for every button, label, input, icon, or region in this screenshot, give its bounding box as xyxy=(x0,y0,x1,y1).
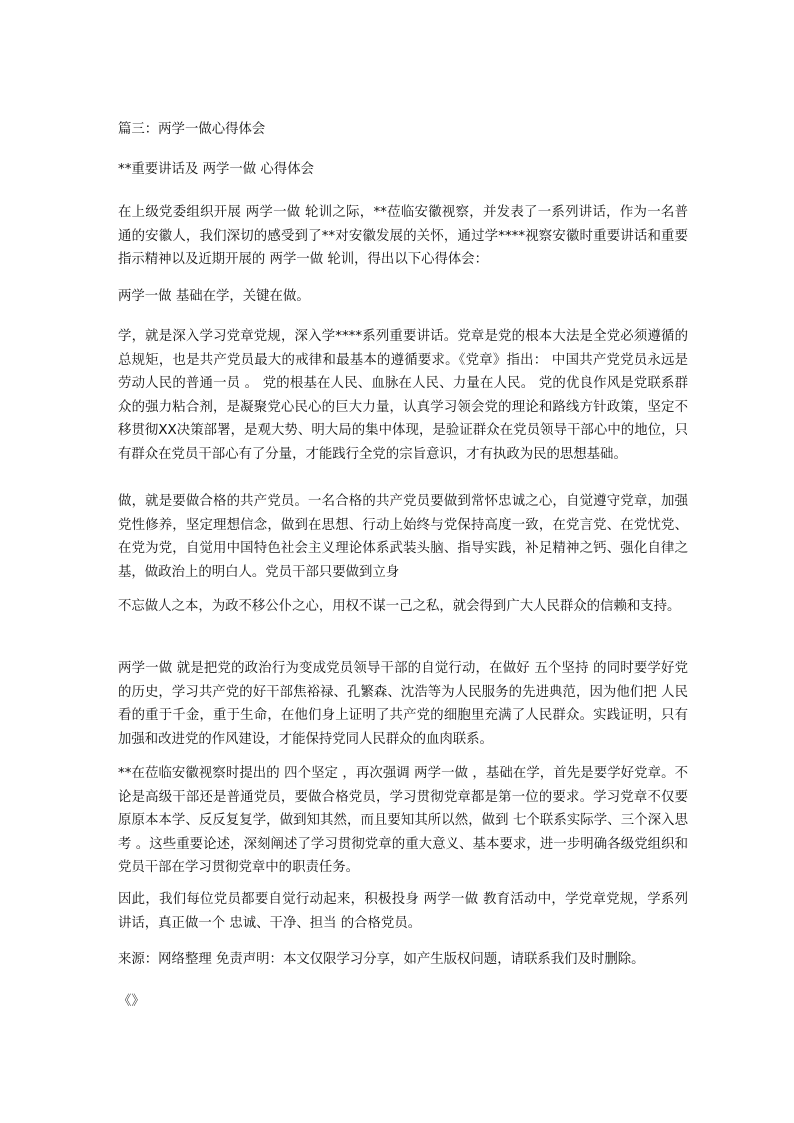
paragraph-intro: 在上级党委组织开展 两学一做 轮训之际，**莅临安徽视察，并发表了一系列讲话，作为一名普通的安徽人，我们深切的感受到了**对安徽发展的关怀，通过学****视察安徽时重要讲话和重要指示精神以及近期开展的 两学一做 轮训，得出以下心得体会： xyxy=(118,205,688,268)
source-disclaimer: 来源：网络整理 免责声明：本文仅限学习分享，如产生版权问题，请联系我们及时删除。 xyxy=(118,952,645,967)
document-subtitle: **重要讲话及 两学一做 心得体会 xyxy=(118,162,314,177)
closing-brackets: 《》 xyxy=(118,994,145,1009)
paragraph-four-firm: **在莅临安徽视察时提出的 四个坚定 ，再次强调 两学一做 ，基础在学，首先是要学好党章。不论是高级干部还是普通党员，要做合格党员，学习贯彻党章都是第一位的要求。学习党章不仅要原原本本学、反反复复学，做到知其然，而且要知其所以然，做到 七个联系实际学、三个深入思考 。这些重要论述，深刻阐述了学习贯彻党章的重大意义、基本要求，进一步明确各级党组织和党员干部在学习贯彻党章中的职责任务。 xyxy=(118,766,688,876)
paragraph-heading-core: 两学一做 基础在学，关键在做。 xyxy=(118,289,310,304)
paragraph-integrity: 不忘做人之本，为政不移公仆之心，用权不谋一己之私，就会得到广大人民群众的信赖和支持。 xyxy=(118,599,681,614)
paragraph-action: 做，就是要做合格的共产党员。一名合格的共产党员要做到常怀忠诚之心，自觉遵守党章，加强党性修养，坚定理想信念，做到在思想、行动上始终与党保持高度一致，在党言党、在党忧党、在党为党，自觉用中国特色社会主义理论体系武装头脑、指导实践，补足精神之钙、强化自律之基，做政治上的明白人。党员干部只要做到立身 xyxy=(118,494,688,580)
paragraph-practice: 两学一做 就是把党的政治行为变成党员领导干部的自觉行动，在做好 五个坚持 的同时要学好党的历史，学习共产党的好干部焦裕禄、孔繁森、沈浩等为人民服务的先进典范，因为他们把 人民 看的重于千金，重于生命，在他们身上证明了共产党的细胞里充满了人民群众。实践证明，只有加强和改进党的作风建设，才能保持党同人民群众的血肉联系。 xyxy=(118,661,688,747)
document-title: 篇三：两学一做心得体会 xyxy=(118,122,266,137)
paragraph-conclusion: 因此，我们每位党员都要自觉行动起来，积极投身 两学一做 教育活动中，学党章党规，学系列讲话，真正做一个 忠诚、干净、担当 的合格党员。 xyxy=(118,892,688,931)
paragraph-study: 学，就是深入学习党章党规，深入学****系列重要讲话。党章是党的根本大法是全党必须遵循的总规矩，也是共产党员最大的戒律和最基本的遵循要求。《党章》指出： 中国共产党党员永远是劳动人民的普通一员 。 党的根基在人民、血脉在人民、力量在人民。 党的优良作风是党联系群众的强力粘合剂，是凝聚党心民心的巨大力量，认真学习领会党的理论和路线方针政策，坚定不移贯彻XX决策部署，是观大势、明大局的集中体现，是验证群众在党员领导干部心中的地位，只有群众在党员干部心有了分量，才能践行全党的宗旨意识，才有执政为民的思想基础。 xyxy=(118,329,688,462)
